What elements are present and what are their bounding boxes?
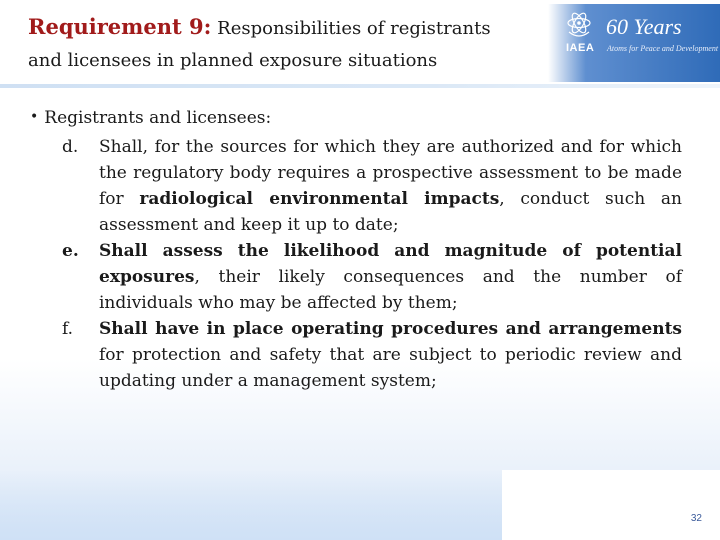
slide-title-line2: and licensees in planned exposure situations: [28, 50, 438, 71]
intro-text: Registrants and licensees:: [44, 108, 272, 128]
logo-tagline: Atoms for Peace and Development: [607, 44, 719, 53]
item-text-bold: Shall assess the likelihood and magnitude of potential exposures: [99, 241, 682, 287]
item-letter: d.: [62, 137, 79, 157]
item-text: [99, 316, 682, 394]
title-rest: Responsibilities of registrants: [217, 18, 491, 39]
anniversary-label: 60 Years: [606, 14, 682, 39]
iaea-logo-text: IAEA: [566, 42, 595, 54]
item-letter: e.: [62, 241, 79, 261]
page-number-box: [502, 470, 720, 540]
bullet-icon: •: [30, 109, 39, 125]
item-text-part: , their likely consequences and the number of individuals who may be affected by them;: [99, 267, 682, 313]
item-text-bold: radiological environmental impacts: [139, 189, 500, 209]
list-item-e: [62, 238, 682, 316]
item-text-part: , conduct such an assessment and keep it up to date;: [99, 189, 682, 235]
item-text: [99, 238, 682, 316]
slide-header: [0, 0, 720, 84]
item-text-part: for protection and safety that are subject to periodic review and updating under a management system;: [99, 345, 682, 391]
item-text: [99, 134, 682, 238]
item-text-bold: Shall have in place operating procedures and arrangements: [99, 319, 682, 339]
list-item-f: [62, 316, 682, 394]
iaea-atom-emblem-icon: [566, 10, 592, 40]
page-number: 32: [690, 513, 702, 524]
footer-band: [0, 470, 502, 540]
intro-bullet: [30, 108, 271, 128]
item-text-part: Shall, for the sources for which they are authorized and for which the regulatory body requires a prospective assessment to be made for: [99, 137, 682, 209]
title-requirement: Requirement 9:: [28, 14, 212, 39]
item-letter: f.: [62, 319, 74, 339]
list-item-d: [62, 134, 682, 238]
slide-title: [28, 14, 491, 39]
